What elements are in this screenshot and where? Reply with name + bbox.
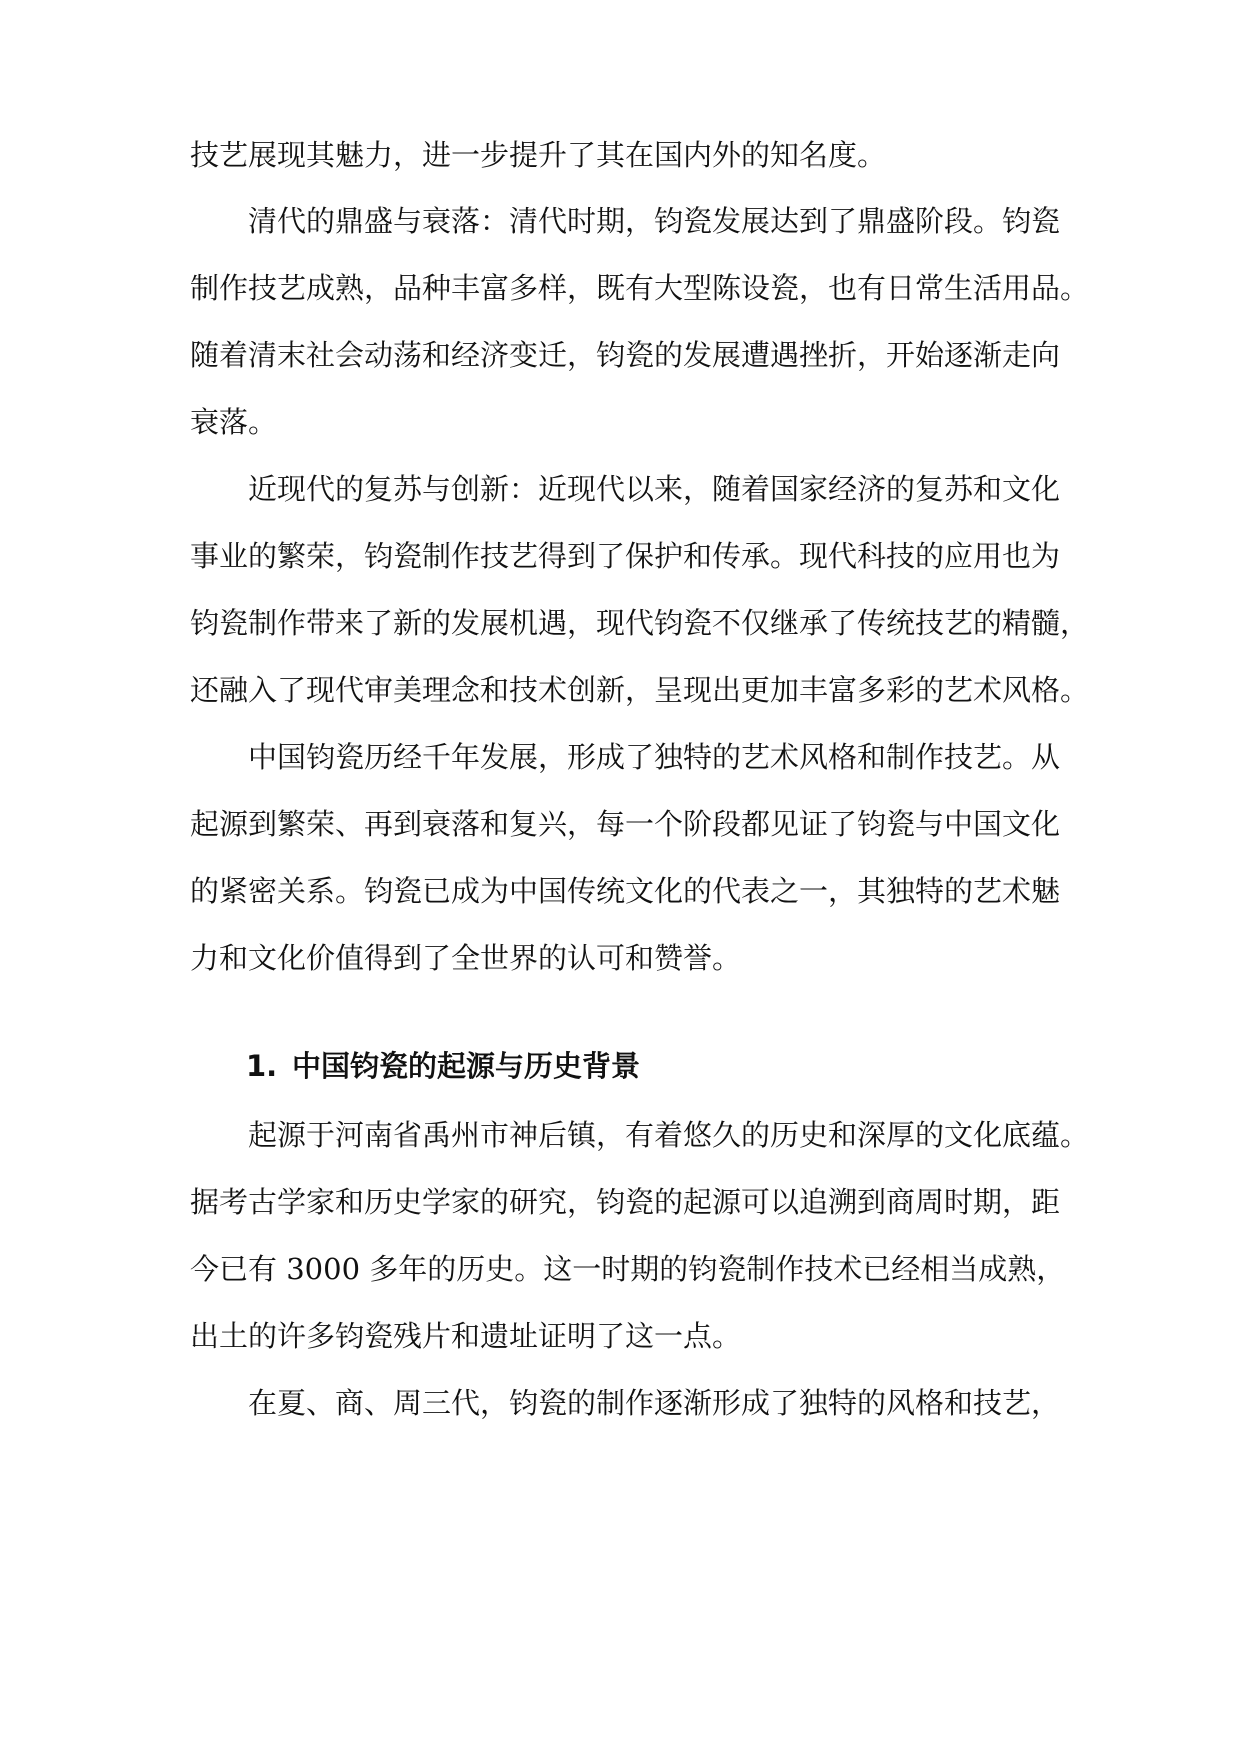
text-line: 起源到繁荣、再到衰落和复兴，每一个阶段都见证了钧瓷与中国文化 bbox=[190, 807, 1061, 841]
text-line: 中国钧瓷历经千年发展，形成了独特的艺术风格和制作技艺。从 bbox=[248, 740, 1061, 774]
text-line: 今已有 3000 多年的历史。这一时期的钧瓷制作技术已经相当成熟， bbox=[190, 1252, 1066, 1286]
text-line: 清代的鼎盛与衰落：清代时期，钧瓷发展达到了鼎盛阶段。钧瓷 bbox=[248, 204, 1061, 238]
text-line: 衰落。 bbox=[190, 405, 278, 439]
text-line: 出土的许多钧瓷残片和遗址证明了这一点。 bbox=[190, 1319, 742, 1353]
text-line: 力和文化价值得到了全世界的认可和赞誉。 bbox=[190, 941, 742, 975]
text-line: 在夏、商、周三代，钧瓷的制作逐渐形成了独特的风格和技艺， bbox=[248, 1386, 1061, 1420]
section-number: 1. bbox=[246, 1049, 278, 1083]
text-line: 的紧密关系。钧瓷已成为中国传统文化的代表之一，其独特的艺术魅 bbox=[190, 874, 1061, 908]
text-line: 制作技艺成熟，品种丰富多样，既有大型陈设瓷，也有日常生活用品。 bbox=[190, 271, 1090, 305]
section-heading bbox=[246, 1048, 640, 1084]
text-line: 还融入了现代审美理念和技术创新，呈现出更加丰富多彩的艺术风格。 bbox=[190, 673, 1090, 707]
section-title: 中国钧瓷的起源与历史背景 bbox=[292, 1049, 641, 1083]
text-line: 近现代的复苏与创新：近现代以来，随着国家经济的复苏和文化 bbox=[248, 472, 1061, 506]
text-line: 随着清末社会动荡和经济变迁，钧瓷的发展遭遇挫折，开始逐渐走向 bbox=[190, 338, 1061, 372]
text-line: 事业的繁荣，钧瓷制作技艺得到了保护和传承。现代科技的应用也为 bbox=[190, 539, 1061, 573]
text-line: 据考古学家和历史学家的研究，钧瓷的起源可以追溯到商周时期，距 bbox=[190, 1185, 1061, 1219]
text-line: 钧瓷制作带来了新的发展机遇，现代钧瓷不仅继承了传统技艺的精髓， bbox=[190, 606, 1090, 640]
text-line: 起源于河南省禹州市神后镇，有着悠久的历史和深厚的文化底蕴。 bbox=[248, 1118, 1090, 1152]
text-line: 技艺展现其魅力，进一步提升了其在国内外的知名度。 bbox=[190, 138, 887, 172]
